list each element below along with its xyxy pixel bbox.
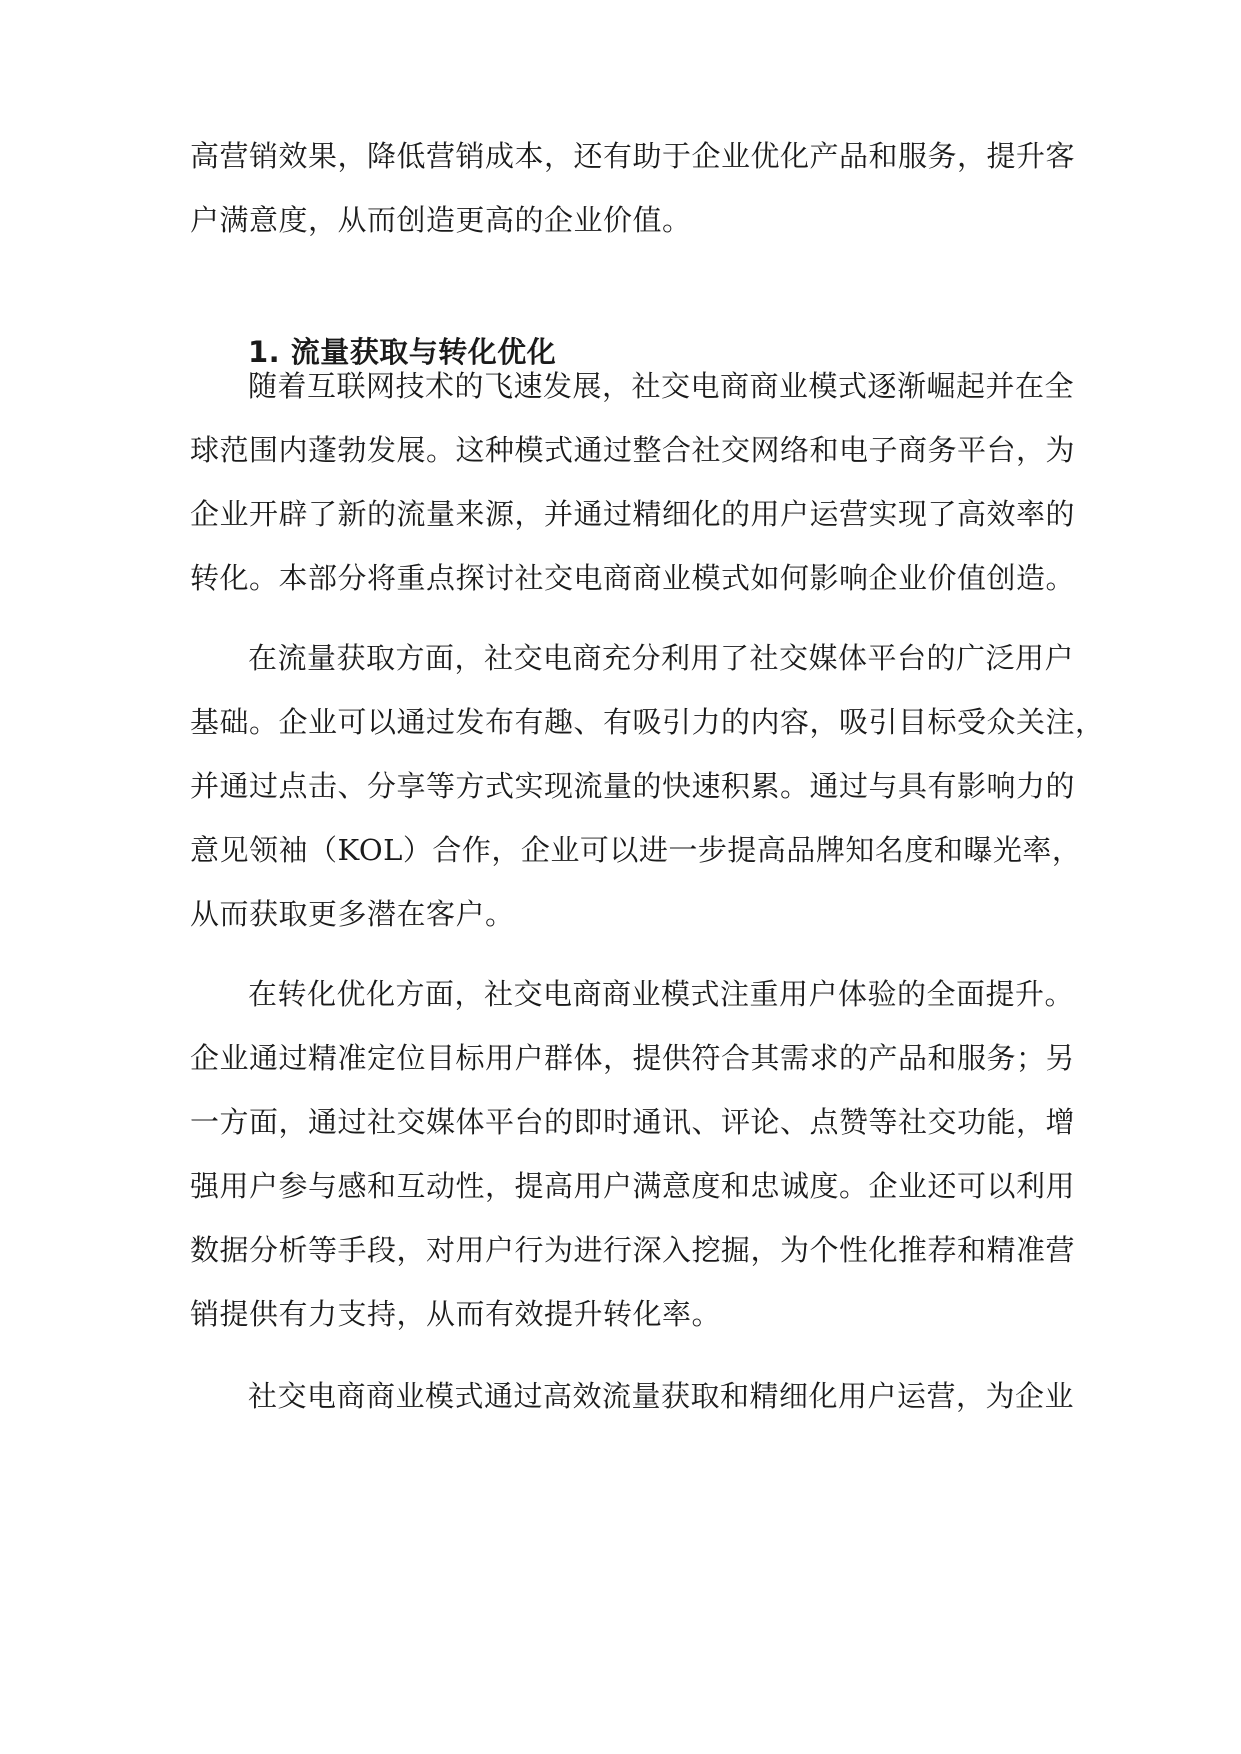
paragraph-4 xyxy=(190,1364,1075,1428)
paragraph-2-line-1: 在流量获取方面，社交电商充分利用了社交媒体平台的广泛用户 xyxy=(248,641,1075,675)
paragraph-3-line-3: 一方面，通过社交媒体平台的即时通讯、评论、点赞等社交功能，增 xyxy=(190,1105,1076,1139)
paragraph-2-line-2: 基础。企业可以通过发布有趣、有吸引力的内容，吸引目标受众关注， xyxy=(190,705,1105,739)
paragraph-1-line-4: 转化。本部分将重点探讨社交电商商业模式如何影响企业价值创造。 xyxy=(190,561,1076,595)
paragraph-4-line-1: 社交电商商业模式通过高效流量获取和精细化用户运营，为企业 xyxy=(248,1379,1075,1413)
paragraph-3-line-5: 数据分析等手段，对用户行为进行深入挖掘，为个性化推荐和精准营 xyxy=(190,1233,1076,1267)
paragraph-1-line-1: 随着互联网技术的飞速发展，社交电商商业模式逐渐崛起并在全 xyxy=(248,369,1075,403)
paragraph-3-line-2: 企业通过精准定位目标用户群体，提供符合其需求的产品和服务；另 xyxy=(190,1041,1076,1075)
intro-line-2: 户满意度，从而创造更高的企业价值。 xyxy=(190,203,692,237)
paragraph-2-line-5: 从而获取更多潜在客户。 xyxy=(190,897,515,931)
paragraph-2-line-3: 并通过点击、分享等方式实现流量的快速积累。通过与具有影响力的 xyxy=(190,769,1076,803)
paragraph-1-line-3: 企业开辟了新的流量来源，并通过精细化的用户运营实现了高效率的 xyxy=(190,497,1076,531)
paragraph-1-line-2: 球范围内蓬勃发展。这种模式通过整合社交网络和电子商务平台，为 xyxy=(190,433,1076,467)
paragraph-3-line-1: 在转化优化方面，社交电商商业模式注重用户体验的全面提升。 xyxy=(248,977,1075,1011)
intro-paragraph xyxy=(190,124,1076,252)
paragraph-2 xyxy=(190,626,1105,946)
intro-line-1: 高营销效果，降低营销成本，还有助于企业优化产品和服务，提升客 xyxy=(190,139,1076,173)
paragraph-3 xyxy=(190,962,1076,1346)
paragraph-1 xyxy=(190,354,1076,610)
paragraph-3-line-4: 强用户参与感和互动性，提高用户满意度和忠诚度。企业还可以利用 xyxy=(190,1169,1076,1203)
section-heading: 1. 流量获取与转化优化 xyxy=(248,335,557,369)
paragraph-2-line-4: 意见领袖（KOL）合作，企业可以进一步提高品牌知名度和曝光率， xyxy=(190,833,1082,867)
paragraph-3-line-6: 销提供有力支持，从而有效提升转化率。 xyxy=(190,1297,722,1331)
